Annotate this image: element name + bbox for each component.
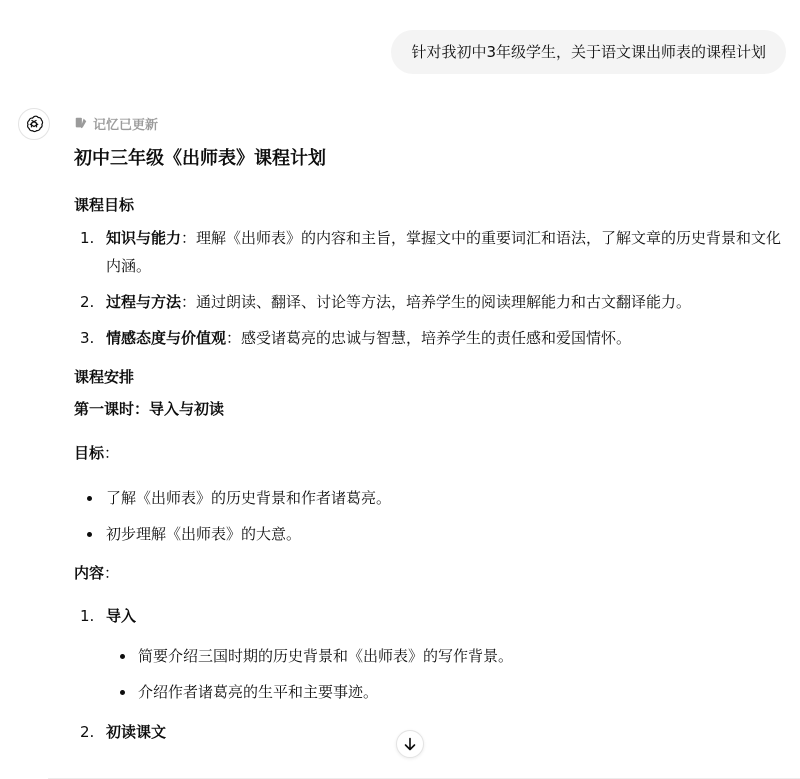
content-colon: ：: [104, 564, 120, 582]
assistant-message: [74, 112, 782, 754]
arrow-down-icon: [402, 736, 418, 752]
goal-item: [74, 288, 782, 316]
list-number: 3.: [80, 329, 95, 347]
content-label-line: [74, 562, 782, 584]
assistant-avatar: [18, 108, 50, 140]
list-item: 初步理解《出师表》的大意。: [74, 520, 782, 548]
goal-lead: 情感态度与价值观: [106, 329, 227, 347]
content-item: [74, 718, 782, 746]
openai-logo-icon: [24, 114, 44, 134]
content-label: 内容: [74, 564, 105, 582]
list-number: 1.: [80, 229, 95, 247]
goal-item: [74, 224, 782, 280]
content-list-continued: [74, 718, 782, 746]
goals-list: [74, 224, 782, 352]
memory-updated-indicator[interactable]: [74, 112, 782, 134]
list-item: 了解《出师表》的历史背景和作者诸葛亮。: [74, 484, 782, 512]
content-subitems: [74, 642, 782, 706]
user-message-bubble: 针对我初中3年级学生，关于语文课出师表的课程计划: [391, 30, 786, 74]
list-number: 2.: [80, 723, 95, 741]
plan-title: 初中三年级《出师表》课程计划: [74, 148, 326, 169]
objective-label: 目标: [74, 444, 105, 462]
goal-text: ：理解《出师表》的内容和主旨，掌握文中的重要词汇和语法，了解文章的历史背景和文化内涵。: [106, 229, 782, 275]
content-item-title: 导入: [106, 607, 137, 625]
content-item-title: 初读课文: [106, 723, 167, 741]
memory-label: 记忆已更新: [93, 117, 159, 133]
list-number: 2.: [80, 293, 95, 311]
objective-colon: ：: [104, 444, 120, 462]
objectives-list: [74, 484, 782, 548]
content-item: [74, 602, 782, 630]
list-item: 介绍作者诸葛亮的生平和主要事迹。: [74, 678, 782, 706]
goal-item: [74, 324, 782, 352]
scroll-to-bottom-button[interactable]: [396, 730, 424, 758]
goal-text: ：通过朗读、翻译、讨论等方法，培养学生的阅读理解能力和古文翻译能力。: [181, 293, 692, 311]
lesson1-title: 第一课时：导入与初读: [74, 400, 225, 418]
list-item: 简要介绍三国时期的历史背景和《出师表》的写作背景。: [74, 642, 782, 670]
goal-text: ：感受诸葛亮的忠诚与智慧，培养学生的责任感和爱国情怀。: [226, 329, 632, 347]
goal-lead: 知识与能力: [106, 229, 182, 247]
objective-label-line: [74, 442, 782, 464]
memory-pencil-icon: [74, 116, 88, 130]
goal-lead: 过程与方法: [106, 293, 182, 311]
bottom-fade: [48, 766, 800, 779]
list-number: 1.: [80, 607, 95, 625]
schedule-heading: 课程安排: [74, 368, 135, 386]
content-list: [74, 602, 782, 630]
goals-heading: 课程目标: [74, 196, 135, 214]
